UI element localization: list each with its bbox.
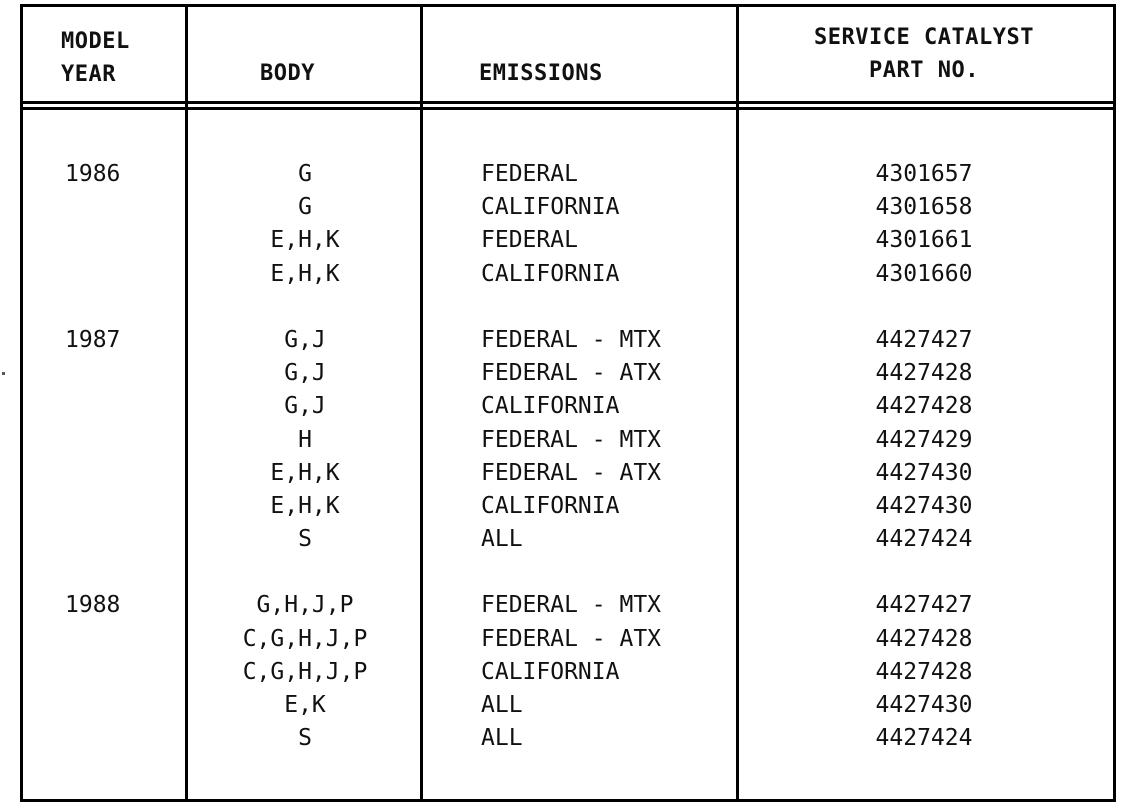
header-part-no bbox=[739, 21, 1109, 87]
emissions-cell: FEDERAL - MTX bbox=[481, 426, 662, 453]
emissions-cell bbox=[481, 291, 751, 324]
part-number-cell: 4427424 bbox=[875, 526, 973, 553]
emissions-cell: CALIFORNIA bbox=[481, 492, 620, 519]
body-cell: G,J bbox=[284, 326, 326, 353]
emissions-cell: ALL bbox=[481, 526, 523, 553]
part-number-cell: 4427430 bbox=[875, 692, 973, 718]
emissions-cell: FEDERAL - MTX bbox=[481, 326, 662, 353]
model-year-cell bbox=[65, 457, 185, 490]
part-number-cell: 4301657 bbox=[875, 161, 973, 187]
part-number-cell: 4427428 bbox=[875, 393, 973, 420]
emissions-cell: FEDERAL - ATX bbox=[481, 625, 662, 652]
body-cell: G bbox=[298, 194, 312, 221]
model-year-cell bbox=[65, 722, 185, 755]
body-cell: E,H,K bbox=[270, 260, 340, 287]
header-part-no-line-2: PART NO. bbox=[869, 58, 979, 83]
body-column bbox=[189, 158, 421, 755]
model-year-cell bbox=[65, 291, 185, 324]
body-cell bbox=[189, 291, 421, 324]
model-year-column bbox=[65, 158, 185, 755]
model-year-cell bbox=[65, 556, 185, 589]
body-cell: E,H,K bbox=[270, 459, 340, 486]
model-year-cell bbox=[65, 623, 185, 656]
emissions-cell: FEDERAL - MTX bbox=[481, 592, 662, 619]
emissions-column bbox=[481, 158, 751, 755]
emissions-cell: ALL bbox=[481, 692, 523, 718]
part-number-cell: 4427427 bbox=[875, 592, 973, 619]
emissions-cell: FEDERAL - ATX bbox=[481, 459, 662, 486]
model-year-cell bbox=[65, 390, 185, 423]
body-cell bbox=[189, 556, 421, 589]
model-year-cell bbox=[65, 490, 185, 523]
emissions-cell: CALIFORNIA bbox=[481, 194, 620, 221]
body-cell: E,H,K bbox=[270, 227, 340, 254]
body-cell: G,J bbox=[284, 393, 326, 420]
model-year-cell bbox=[65, 258, 185, 291]
body-cell: H bbox=[298, 426, 312, 453]
model-year-cell bbox=[65, 191, 185, 224]
part-number-cell: 4427430 bbox=[875, 459, 973, 486]
body-cell: C,G,H,J,P bbox=[242, 658, 368, 685]
header-rule-top bbox=[23, 101, 1113, 104]
body-cell: G,J bbox=[284, 360, 326, 387]
emissions-cell: CALIFORNIA bbox=[481, 658, 620, 685]
model-year-cell bbox=[65, 523, 185, 556]
model-year-cell bbox=[65, 656, 185, 689]
part-number-column bbox=[739, 158, 1109, 755]
part-number-cell: 4301660 bbox=[875, 260, 973, 287]
body-cell: G bbox=[298, 161, 312, 187]
emissions-cell bbox=[481, 556, 751, 589]
model-year-cell bbox=[65, 424, 185, 457]
part-number-cell: 4301661 bbox=[875, 227, 973, 254]
part-number-cell bbox=[739, 291, 1109, 324]
header-model-year-line-1: MODEL bbox=[61, 29, 130, 54]
part-number-cell bbox=[739, 556, 1109, 589]
header-body: BODY bbox=[260, 61, 315, 86]
model-year-cell bbox=[65, 689, 185, 722]
part-number-cell: 4427424 bbox=[875, 725, 973, 752]
header-emissions: EMISSIONS bbox=[479, 61, 603, 86]
emissions-cell: FEDERAL bbox=[481, 227, 578, 254]
model-year-cell: 1986 bbox=[65, 161, 121, 187]
body-cell: E,K bbox=[284, 692, 326, 718]
header-rule-bottom bbox=[23, 107, 1113, 110]
part-number-cell: 4427429 bbox=[875, 426, 973, 453]
model-year-cell: 1988 bbox=[65, 592, 121, 619]
header-model-year bbox=[61, 25, 130, 91]
emissions-cell: FEDERAL - ATX bbox=[481, 360, 662, 387]
model-year-cell bbox=[65, 224, 185, 257]
model-year-cell bbox=[65, 357, 185, 390]
model-year-cell: 1987 bbox=[65, 326, 121, 353]
catalyst-table bbox=[20, 4, 1116, 802]
part-number-cell: 4427430 bbox=[875, 492, 973, 519]
body-cell: S bbox=[298, 725, 312, 752]
part-number-cell: 4301658 bbox=[875, 194, 973, 221]
header-model-year-line-2: YEAR bbox=[61, 62, 116, 87]
emissions-cell: ALL bbox=[481, 725, 523, 752]
body-cell: S bbox=[298, 526, 312, 553]
body-cell: C,G,H,J,P bbox=[242, 625, 368, 652]
body-cell: E,H,K bbox=[270, 492, 340, 519]
part-number-cell: 4427427 bbox=[875, 326, 973, 353]
emissions-cell: FEDERAL bbox=[481, 161, 578, 187]
part-number-cell: 4427428 bbox=[875, 625, 973, 652]
emissions-cell: CALIFORNIA bbox=[481, 260, 620, 287]
part-number-cell: 4427428 bbox=[875, 658, 973, 685]
body-cell: G,H,J,P bbox=[256, 592, 354, 619]
scan-speck bbox=[2, 372, 5, 375]
part-number-cell: 4427428 bbox=[875, 360, 973, 387]
emissions-cell: CALIFORNIA bbox=[481, 393, 620, 420]
column-divider bbox=[185, 7, 188, 799]
header-part-no-line-1: SERVICE CATALYST bbox=[814, 25, 1034, 50]
